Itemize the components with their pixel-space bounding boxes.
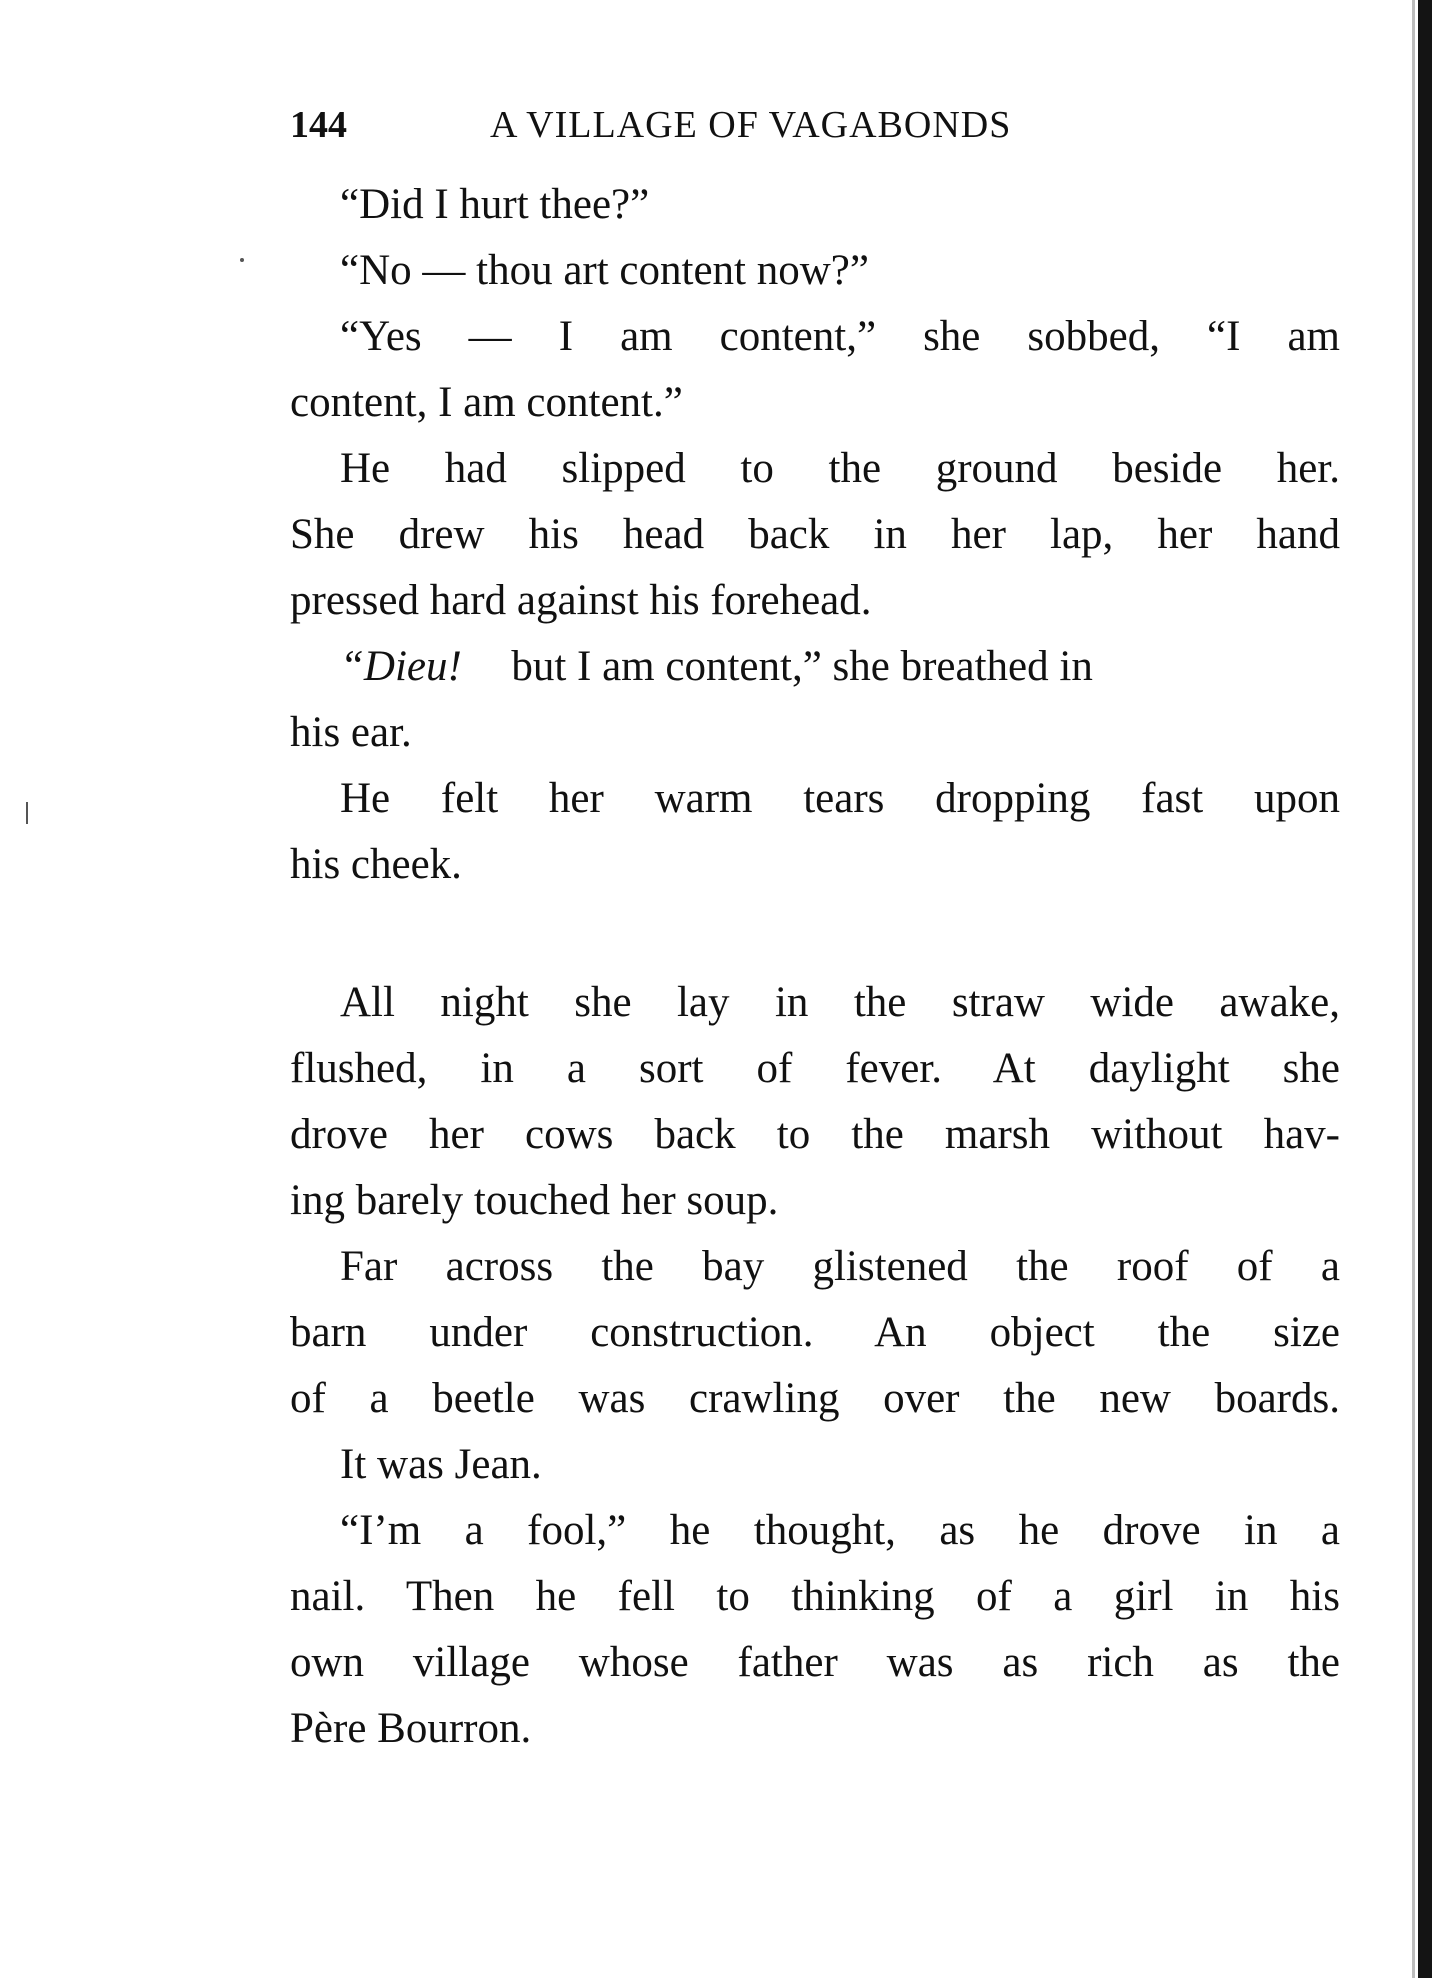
text-line: pressed hard against his forehead.: [290, 577, 872, 624]
scan-speck: [240, 258, 244, 262]
page-number: 144: [290, 104, 347, 146]
text-line: Far across the bay glistened the roof of a: [340, 1243, 1340, 1290]
text-line: Père Bourron.: [290, 1705, 532, 1752]
text-line: his ear.: [290, 709, 412, 756]
text-line: nail. Then he fell to thinking of a girl in his: [290, 1573, 1340, 1620]
text-line: “No — thou art content now?”: [340, 247, 869, 294]
text-line-mixed: [340, 634, 1340, 700]
running-title: A VILLAGE OF VAGABONDS: [490, 104, 1012, 146]
text-line: He had slipped to the ground beside her.: [340, 445, 1340, 492]
text-line: flushed, in a sort of fever. At daylight she: [290, 1045, 1340, 1092]
text-line: content, I am content.”: [290, 379, 683, 426]
page-gutter-edge: [1412, 0, 1415, 1978]
text-line: his cheek.: [290, 841, 462, 888]
text-line: own village whose father was as rich as the: [290, 1639, 1340, 1686]
text-line: All night she lay in the straw wide awake,: [340, 979, 1340, 1026]
text-line: “I’m a fool,” he thought, as he drove in a: [340, 1507, 1340, 1554]
text-line: It was Jean.: [340, 1441, 542, 1488]
text-line: barn under construction. An object the size: [290, 1309, 1340, 1356]
text-line: drove her cows back to the marsh without hav-: [290, 1111, 1340, 1158]
text-line: of a beetle was crawling over the new boards.: [290, 1375, 1340, 1422]
page-header: [290, 100, 1180, 150]
text-line: “Yes — I am content,” she sobbed, “I am: [340, 313, 1340, 360]
text-line: ing barely touched her soup.: [290, 1177, 779, 1224]
text-line: She drew his head back in her lap, her hand: [290, 511, 1340, 558]
book-spine-shadow: [1418, 0, 1432, 1978]
text-run: but I am content,” she breathed in: [511, 643, 1093, 690]
text-line: He felt her warm tears dropping fast upon: [340, 775, 1340, 822]
text-line: “Did I hurt thee?”: [340, 181, 650, 228]
italic-word: “Dieu!: [340, 643, 462, 690]
scan-speck: [26, 802, 28, 824]
